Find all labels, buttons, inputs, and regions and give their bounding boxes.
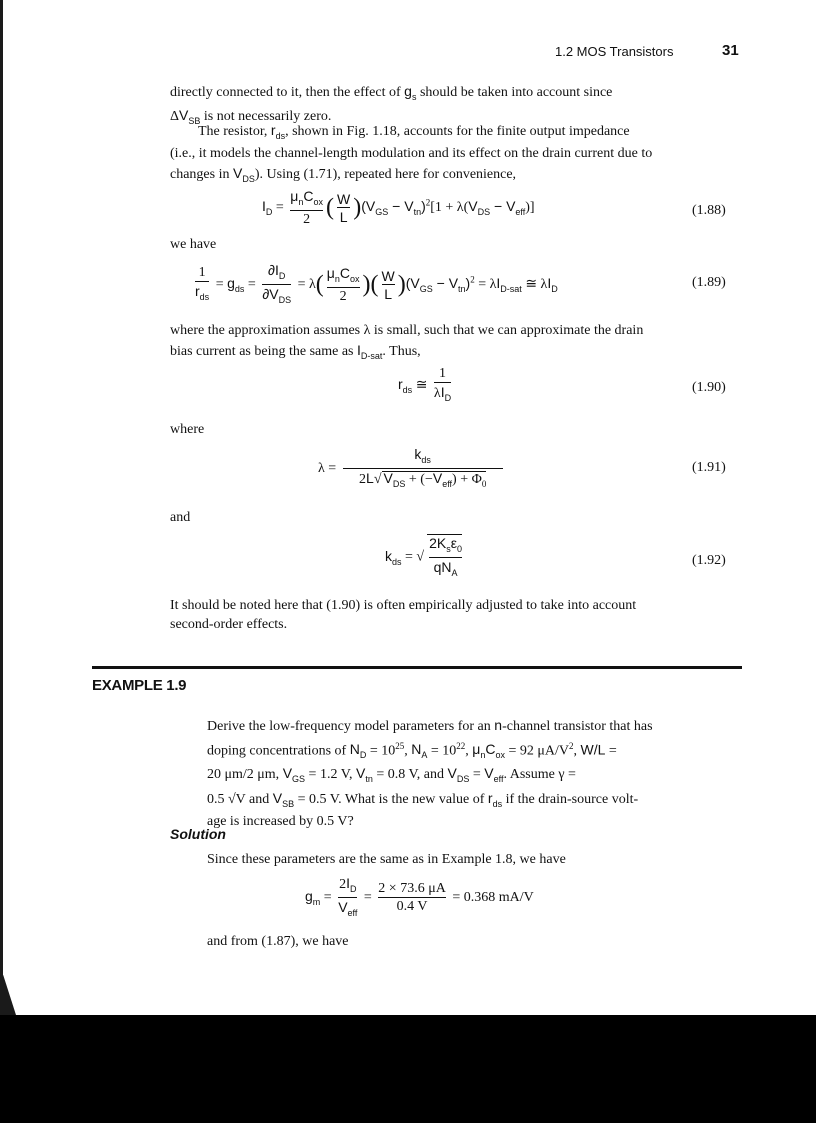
equation-gm: $g_m$ = $\frac{2I_D}{V_{eff}}$ = $\frac{2 \times 73.6 \mu A}{0.4 V}$ = 0.368 mA/V <box>305 875 534 921</box>
example-body <box>207 716 742 832</box>
text-line: doping concentrations of $N_D = 10^{25}$, $N_A = 10^{22}$, $\mu_nC_{ox} = 92$ $\mu A/V^2$, W/L = <box>207 740 617 760</box>
gm-result: = 0.368 mA/V <box>452 890 534 906</box>
solution-title: Solution <box>170 826 226 842</box>
text-we-have: we have <box>170 237 217 252</box>
text-line: $\Delta V_{SB}$ is not necessarily zero. <box>170 107 332 127</box>
page-left-edge <box>0 0 3 1015</box>
text-line: 0.5 √V and $V_{SB} = 0.5$ V. What is the new value of $r_{ds}$ if the drain-source volt- <box>207 789 639 809</box>
text-line: second-order effects. <box>170 616 288 632</box>
equation-number: (1.88) <box>692 203 726 218</box>
example-rule <box>92 666 742 669</box>
text-line: 20 μm/2 μm, $V_{GS} = 1.2$ V, $V_{tn} = 0.8$ V, and $V_{DS} = V_{eff}$. Assume γ = <box>207 765 576 785</box>
equation-1-89: $\frac{1}{r_{ds}}$ = $g_{ds}$ = $\frac{\partial I_D}{\partial V_{DS}}$ = λ( $\frac{\mu_nC_{ox}}{2}$ )( $\frac{W}{L}$ )$(V_{GS} - V_{tn})^2 = \lambda I_{D-sat}$ ≅ $\lambda I_D$ <box>192 262 558 308</box>
equation-number: (1.91) <box>692 460 726 475</box>
text-where: where <box>170 422 205 437</box>
equation-number: (1.92) <box>692 553 726 568</box>
paragraph-4 <box>170 597 742 634</box>
text-line: directly connected to it, then the effect of $g_s$ should be taken into account since <box>170 83 613 102</box>
equation-number: (1.89) <box>692 275 726 290</box>
text-line: (i.e., it models the channel-length modulation and its effect on the drain current due to <box>170 146 653 162</box>
equation-1-92: $k_{ds}$ = √ $\frac{2K_s\varepsilon_0}{qN_A}$ <box>385 534 465 581</box>
running-header-section: 1.2 MOS Transistors <box>555 44 674 59</box>
equation-1-88: $I_D$ = $\frac{\mu_nC_{ox}}{2}$ ( $\frac{W}{L}$ )$(V_{GS} - V_{tn})^2[1 + \lambda(V_{DS} - V_{eff})]$ <box>262 188 535 227</box>
text-and: and <box>170 510 191 525</box>
solution-line-2: and from (1.87), we have <box>207 934 349 949</box>
text-line: bias current as being the same as $I_{D-sat}$. Thus, <box>170 341 421 361</box>
solution-line-1: Since these parameters are the same as in Example 1.8, we have <box>207 852 566 867</box>
text-line: changes in $V_{DS}$). Using (1.71), repeated here for convenience, <box>170 164 517 184</box>
equation-1-91: λ = $\frac{k_{ds}}{2L√ V_{DS} + (-V_{eff}) + \Phi_0}$ <box>318 446 506 492</box>
page-edge-shadow <box>0 975 16 1015</box>
text-line: Derive the low-frequency model parameters for an n-channel transistor that has <box>207 717 653 734</box>
text-line: age is increased by 0.5 V? <box>207 814 354 830</box>
scan-bottom-band <box>0 1015 816 1123</box>
text-line: where the approximation assumes λ is small, such that we can approximate the drain <box>170 323 644 338</box>
paragraph-3 <box>170 322 742 365</box>
text-line: The resistor, $r_{ds}$, shown in Fig. 1.18, accounts for the finite output impedance <box>198 122 630 141</box>
equation-1-90: $r_{ds}$ ≅ $\frac{1}{\lambda I_D}$ <box>398 366 454 406</box>
equation-number: (1.90) <box>692 380 726 395</box>
example-title: EXAMPLE 1.9 <box>92 677 187 694</box>
text-line: It should be noted here that (1.90) is often empirically adjusted to take into account <box>170 598 637 613</box>
paragraph-2 <box>170 121 742 188</box>
page-number: 31 <box>722 42 739 59</box>
